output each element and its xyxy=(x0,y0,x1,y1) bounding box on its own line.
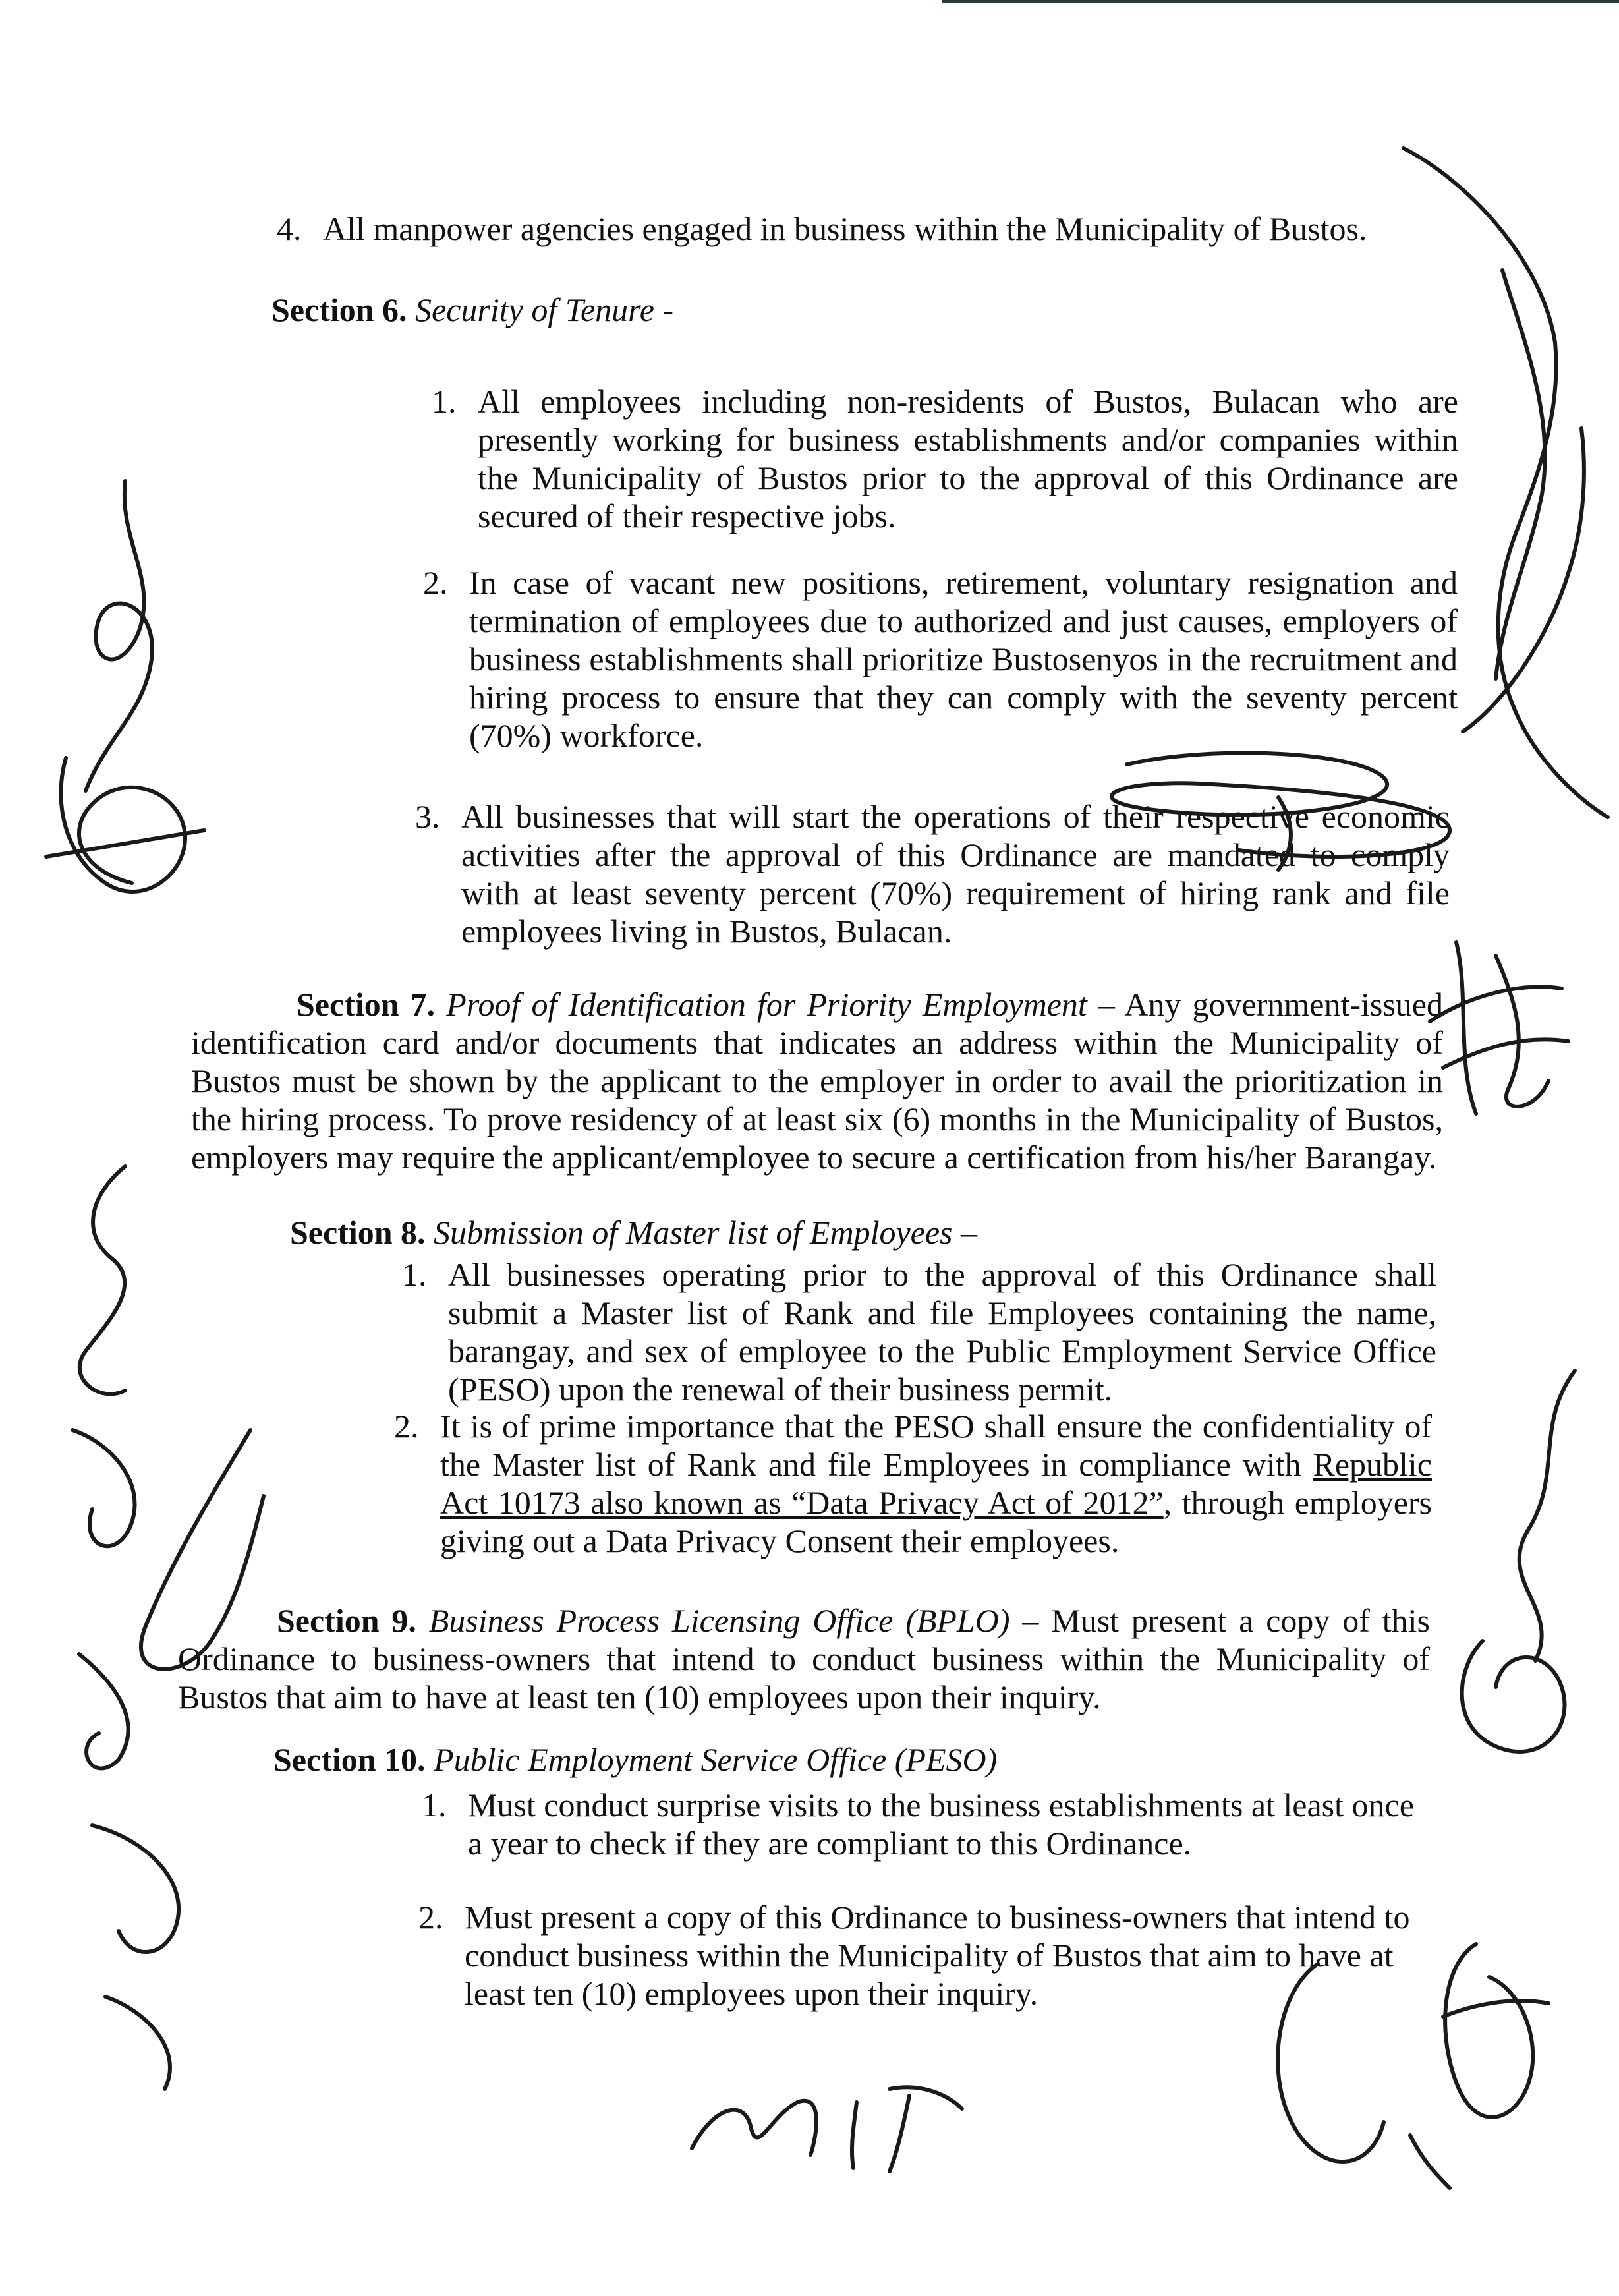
section-8-heading xyxy=(290,1213,1410,1252)
section-8-item-2 xyxy=(394,1407,1432,1560)
signature-left-vertical xyxy=(13,1153,290,2109)
section-title: Security of Tenure - xyxy=(415,291,674,328)
section-7-paragraph xyxy=(191,985,1443,1176)
list-item-number: 1. xyxy=(432,383,457,420)
law-reference: Republic Act 10173 also known as “Data Privacy Act of 2012” xyxy=(440,1446,1432,1521)
section-body: – Any government-issued identification card and/or documents that indicates an address within the Municipality of Bustos must be shown by the applicant to the employer in order to avail the prioritization in the hiring process. To prove residency of at least six (6) months in the Municipality of Bustos, employers may require the applicant/employee to secure a certification from his/her Barangay. xyxy=(191,986,1443,1176)
signature-right-top xyxy=(1384,138,1619,830)
signature-right-middle xyxy=(1417,916,1581,1134)
list-item-text: In case of vacant new positions, retirement, voluntary resignation and termination of employees due to authorized and just causes, employers of business establishments shall prioritize Bustosenyos in the recruitment and hiring process to ensure that they can comply with the seventy percent (70%) workforce. xyxy=(469,564,1458,754)
list-item-number: 2. xyxy=(394,1408,419,1445)
list-item-text: All manpower agencies engaged in business within the Municipality of Bustos. xyxy=(323,210,1367,247)
signature-right-lower xyxy=(1430,1358,1601,1786)
scan-edge-line xyxy=(942,0,1619,3)
list-item-text-after: , through employers giving out a Data Privacy Consent their employees. xyxy=(440,1484,1432,1559)
list-item-text: Must present a copy of this Ordinance to business-owners that intend to conduct business within the Municipality of Bustos that aim to have at least ten (10) employees upon their inquiry. xyxy=(465,1899,1410,2012)
section-title: Public Employment Service Office (PESO) xyxy=(434,1741,998,1778)
section-label: Section 8. xyxy=(290,1214,426,1251)
section-title: Proof of Identification for Priority Employment xyxy=(446,986,1087,1023)
section-10-heading xyxy=(273,1740,1394,1779)
section-label: Section 9. xyxy=(277,1602,416,1639)
list-item-text: All businesses that will start the operations of their respective economic activities after the approval of this Ordinance are mandated to comply with at least seventy percent (70%) requirement of hiring rank and file employees living in Bustos, Bulacan. xyxy=(461,798,1450,950)
section-label: Section 6. xyxy=(271,291,407,328)
list-item-4 xyxy=(277,210,1377,248)
signature-bottom-right xyxy=(1239,1924,1568,2201)
list-item-number: 1. xyxy=(402,1256,427,1293)
section-8-item-1 xyxy=(402,1255,1436,1408)
section-label: Section 10. xyxy=(273,1741,426,1778)
section-6-item-1 xyxy=(432,382,1458,535)
list-item-text: Must conduct surprise visits to the business establishments at least once a year to check if they are compliant to this Ordinance. xyxy=(468,1787,1414,1862)
section-6-item-2 xyxy=(423,563,1458,755)
section-title: Business Process Licensing Office (BPLO) xyxy=(428,1602,1010,1639)
signature-left-1 xyxy=(26,461,224,923)
section-9-paragraph xyxy=(178,1601,1430,1716)
section-label: Section 7. xyxy=(297,986,436,1023)
list-item-number: 2. xyxy=(418,1899,443,1936)
list-item-number: 1. xyxy=(422,1787,447,1823)
list-item-number: 3. xyxy=(415,798,440,835)
section-body: – Must present a copy of this Ordinance to business-owners that intend to conduct business within the Municipality of Bustos that aim to have at least ten (10) employees upon their inquiry. xyxy=(178,1602,1431,1715)
list-item-text: All businesses operating prior to the approval of this Ordinance shall submit a Master list of Rank and file Employees containing the name, barangay, and sex of employee to the Public Employment Service Office (PESO) upon the renewal of their business permit. xyxy=(448,1256,1436,1408)
list-item-number: 2. xyxy=(423,564,448,601)
list-item-text: All employees including non-residents of Bustos, Bulacan who are presently working for business establishments and/or companies within the Municipality of Bustos prior to the approval of this Ordinance are secured of their respective jobs. xyxy=(478,383,1458,534)
list-item-text: It is of prime importance that the PESO shall ensure the confidentiality of the Master list of Rank and file Employees in compliance with xyxy=(440,1408,1432,1483)
signature-bottom-center xyxy=(672,2056,975,2175)
section-6-heading xyxy=(271,290,1458,330)
section-title: Submission of Master list of Employees – xyxy=(434,1214,977,1251)
section-10-item-1 xyxy=(422,1786,1417,1862)
signature-middle-swirl xyxy=(1081,738,1476,883)
list-item-number: 4. xyxy=(277,210,302,247)
